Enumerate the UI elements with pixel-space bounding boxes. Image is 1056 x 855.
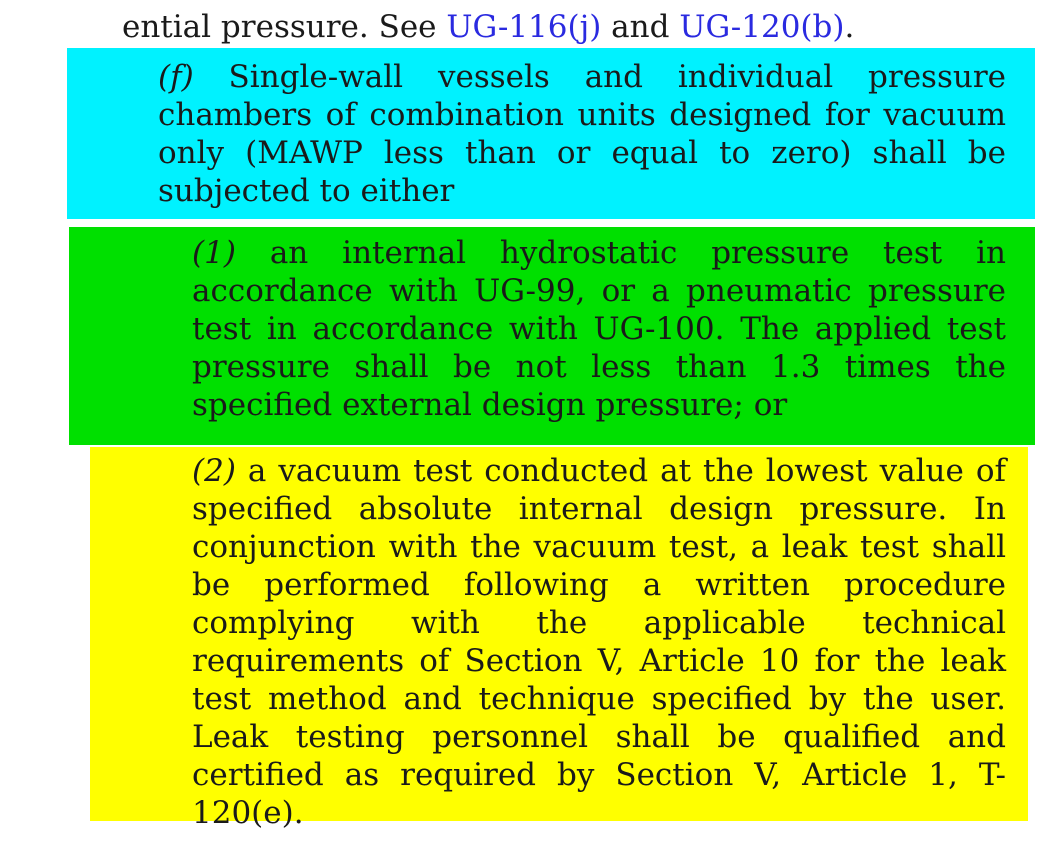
text-between-links: and — [601, 9, 680, 45]
text-after-link: . — [844, 9, 855, 45]
previous-paragraph-line — [122, 8, 854, 46]
previous-paragraph-tail — [0, 0, 1056, 48]
text-before-link: ential pressure. See — [122, 9, 447, 45]
ug-120b-link[interactable]: UG-120(b) — [679, 9, 845, 45]
paragraph-label-2: (2) — [192, 453, 236, 489]
paragraph-f — [122, 58, 1006, 210]
paragraph-2 — [122, 452, 1006, 832]
paragraph-1 — [122, 234, 1006, 424]
ug-116j-link[interactable]: UG-116(j) — [446, 9, 602, 45]
paragraph-label-f: (f) — [158, 59, 194, 95]
paragraph-text-1: an internal hydrostatic pressure test in accordance with UG-99, or a pneumatic pressure test in accordance with UG-100. The applied test pressure shall be not less than 1.3 times the specified external design pressure; or — [192, 235, 1006, 423]
paragraph-text-2: a vacuum test conducted at the lowest value of specified absolute internal design pressure. In conjunction with the vacuum test, a leak test shall be performed following a written procedure complying with the applicable technical requirements of Section V, Article 10 for the leak test method and technique specified by the user. Leak testing personnel shall be qualified and certified as required by Section V, Article 1, T-120(e). — [192, 453, 1006, 831]
paragraph-text-f: Single-wall vessels and individual pressure chambers of combination units designed for vacuum only (MAWP less than or equal to zero) shall be subjected to either — [158, 59, 1006, 209]
paragraph-label-1: (1) — [192, 235, 236, 271]
